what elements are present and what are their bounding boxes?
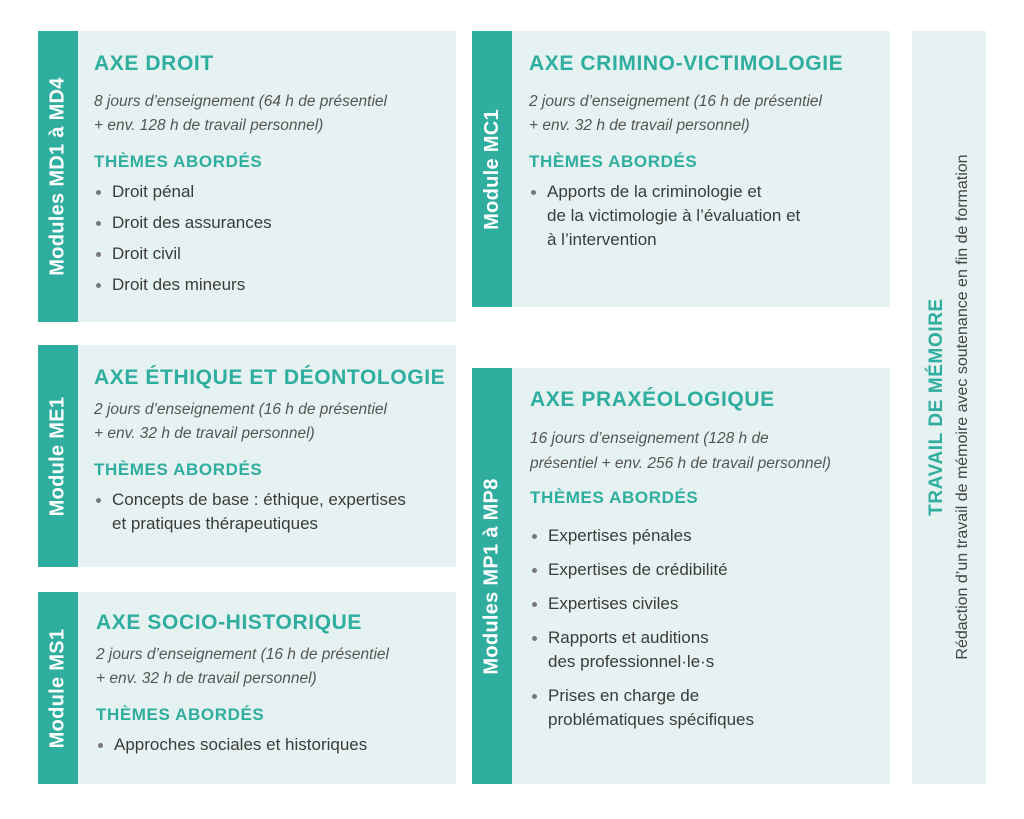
themes-heading: THÈMES ABORDÉS [96, 705, 265, 724]
axis-description: 16 jours d’enseignement (128 h de présentiel + env. 256 h de travail personnel) [530, 430, 831, 472]
theme-item: Droit des assurances [94, 211, 446, 235]
memoire-title: TRAVAIL DE MÉMOIRE [926, 298, 947, 516]
axis-title: AXE PRAXÉOLOGIQUE [530, 388, 775, 411]
theme-item: Expertises civiles [530, 592, 880, 616]
themes-list [94, 180, 446, 297]
theme-item: Expertises de crédibilité [530, 558, 880, 582]
themes-list [94, 488, 446, 536]
module-tab-droit [38, 31, 78, 322]
module-card-droit [38, 31, 456, 322]
theme-item: Droit civil [94, 242, 446, 266]
axis-title: AXE DROIT [94, 52, 214, 75]
theme-item: Prises en charge de problématiques spécifiques [530, 684, 880, 732]
theme-item: Concepts de base : éthique, expertises et pratiques thérapeutiques [94, 488, 446, 536]
theme-item: Approches sociales et historiques [96, 733, 446, 757]
memoire-panel [912, 31, 986, 784]
themes-heading: THÈMES ABORDÉS [530, 488, 699, 507]
module-tab-socio [38, 592, 78, 784]
themes-list [529, 180, 880, 252]
theme-item: Expertises pénales [530, 524, 880, 548]
module-card-ethique [38, 345, 456, 567]
module-card-praxeo [472, 368, 890, 784]
memoire-text-block [926, 57, 972, 757]
module-code-label: Modules MD1 à MD4 [46, 77, 69, 276]
module-code-label: Module MS1 [46, 628, 69, 748]
module-tab-ethique [38, 345, 78, 567]
module-code-label: Modules MP1 à MP8 [480, 477, 503, 675]
module-tab-praxeo [472, 368, 512, 784]
axis-title: AXE CRIMINO-VICTIMOLOGIE [529, 52, 844, 75]
theme-item: Droit des mineurs [94, 273, 446, 297]
module-code-label: Module MC1 [480, 108, 503, 230]
themes-heading: THÈMES ABORDÉS [529, 152, 698, 171]
module-tab-crimino [472, 31, 512, 307]
axis-title: AXE ÉTHIQUE ET DÉONTOLOGIE [94, 366, 446, 389]
themes-list [530, 524, 880, 732]
theme-item: Rapports et auditions des professionnel·le·s [530, 626, 880, 674]
module-code-label: Module ME1 [46, 396, 69, 516]
themes-list [96, 733, 446, 757]
axis-description: 2 jours d’enseignement (16 h de présentiel + env. 32 h de travail personnel) [94, 401, 387, 442]
themes-heading: THÈMES ABORDÉS [94, 152, 263, 171]
memoire-description: Rédaction d’un travail de mémoire avec soutenance en fin de formation [954, 154, 971, 660]
axis-title: AXE SOCIO-HISTORIQUE [96, 611, 362, 634]
module-card-crimino [472, 31, 890, 307]
theme-item: Apports de la criminologie et de la victimologie à l’évaluation et à l’intervention [529, 180, 880, 252]
axis-description: 2 jours d’enseignement (16 h de présentiel + env. 32 h de travail personnel) [96, 646, 389, 687]
theme-item: Droit pénal [94, 180, 446, 204]
axis-description: 8 jours d’enseignement (64 h de présentiel + env. 128 h de travail personnel) [94, 93, 387, 134]
axis-description: 2 jours d’enseignement (16 h de présentiel + env. 32 h de travail personnel) [529, 93, 822, 134]
module-card-socio [38, 592, 456, 784]
themes-heading: THÈMES ABORDÉS [94, 460, 263, 479]
